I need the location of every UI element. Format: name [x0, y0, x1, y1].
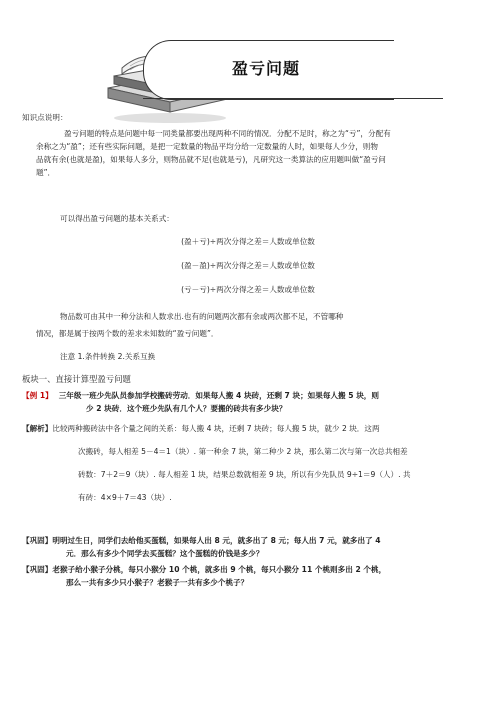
example-line-1: 三年级一班少先队员参加学校搬砖劳动．如果每人搬 4 块砖，还剩 7 块；如果每人搬 5 块，则	[58, 391, 379, 400]
example-line-2: 少 2 块砖．这个班少先队有几个人？要搬的砖共有多少块？	[86, 404, 287, 413]
solution-line-3: 砖数：7＋2＝9（块）. 每人相差 1 块，结果总数就相差 9 块，所以有少先队员 9÷1＝9（人）. 共	[78, 470, 411, 479]
formula-1: (盈＋亏)÷两次分得之差＝人数或单位数	[181, 237, 315, 246]
solution-line-4: 有砖：4×9＋7＝43（块）.	[78, 493, 172, 502]
relation-intro: 可以得出盈亏问题的基本关系式：	[60, 214, 174, 223]
practice-2-line-2: 那么一共有多少只小猴子？老猴子一共有多少个桃子？	[66, 578, 249, 587]
solution-tag: 【解析】	[22, 424, 53, 433]
practice-1-line-1: 明明过生日，同学们去给他买蛋糕，如果每人出 8 元，就多出了 8 元；每人出 7 元，就多出了 4	[52, 536, 381, 545]
practice-1-line-2: 元．那么有多少个同学去买蛋糕？这个蛋糕的价钱是多少？	[66, 549, 264, 558]
formula-3: (亏－亏)÷两次分得之差＝人数或单位数	[181, 285, 315, 294]
intro-heading: 知识点说明：	[22, 113, 68, 122]
summary-line-2: 情况，都是属于按两个数的差求未知数的“盈亏问题”．	[36, 329, 219, 338]
intro-line-4: 题”．	[36, 168, 56, 177]
practice-2-tag: 【巩固】	[22, 565, 53, 574]
page-title: 盈亏问题	[231, 59, 300, 78]
summary-line-1: 物品数可由其中一种分法和人数求出.也有的问题两次都有余或两次都不足，不管哪种	[60, 312, 344, 321]
example-block	[22, 389, 482, 415]
intro-paragraph	[28, 127, 478, 179]
intro-line-1: 盈亏问题的特点是问题中每一同类量都要出现两种不同的情况．分配不足时，称之为“亏”，分配有	[64, 129, 391, 138]
intro-line-3: 品就有余(也就是盈)，如果每人多分，则物品就不足(也就是亏)，凡研究这一类算法的应用题叫做“盈亏问	[36, 155, 386, 164]
solution-line-1: 比较两种搬砖法中各个量之间的关系：每人搬 4 块，还剩 7 块砖；每人搬 5 块，就少 2 块．这两	[52, 424, 380, 433]
formula-2: (盈－盈)÷两次分得之差＝人数或单位数	[181, 261, 315, 270]
practice-1-tag: 【巩固】	[22, 536, 53, 545]
solution-block	[22, 422, 482, 504]
intro-line-2: 余称之为“盈”；还有些实际问题，是把一定数量的物品平均分给一定数量的人时，如果每人少分，则物	[36, 142, 378, 151]
practice-2-block	[22, 563, 482, 589]
practice-2-line-1: 老猴子给小猴子分桃，每只小猴分 10 个桃，就多出 9 个桃，每只小猴分 11 个桃则多出 2 个桃，	[52, 565, 387, 574]
example-tag: 【例 1】	[22, 391, 53, 400]
practice-1-block	[22, 534, 482, 560]
module-heading: 板块一、直接计算型盈亏问题	[22, 374, 131, 384]
solution-line-2: 次搬砖，每人相差 5－4＝1（块）. 第一种余 7 块，第二种少 2 块，那么第二次与第一次总共相差	[78, 447, 408, 456]
note: 注意 1.条件转换 2.关系互换	[60, 352, 156, 361]
title-underline	[143, 98, 443, 99]
